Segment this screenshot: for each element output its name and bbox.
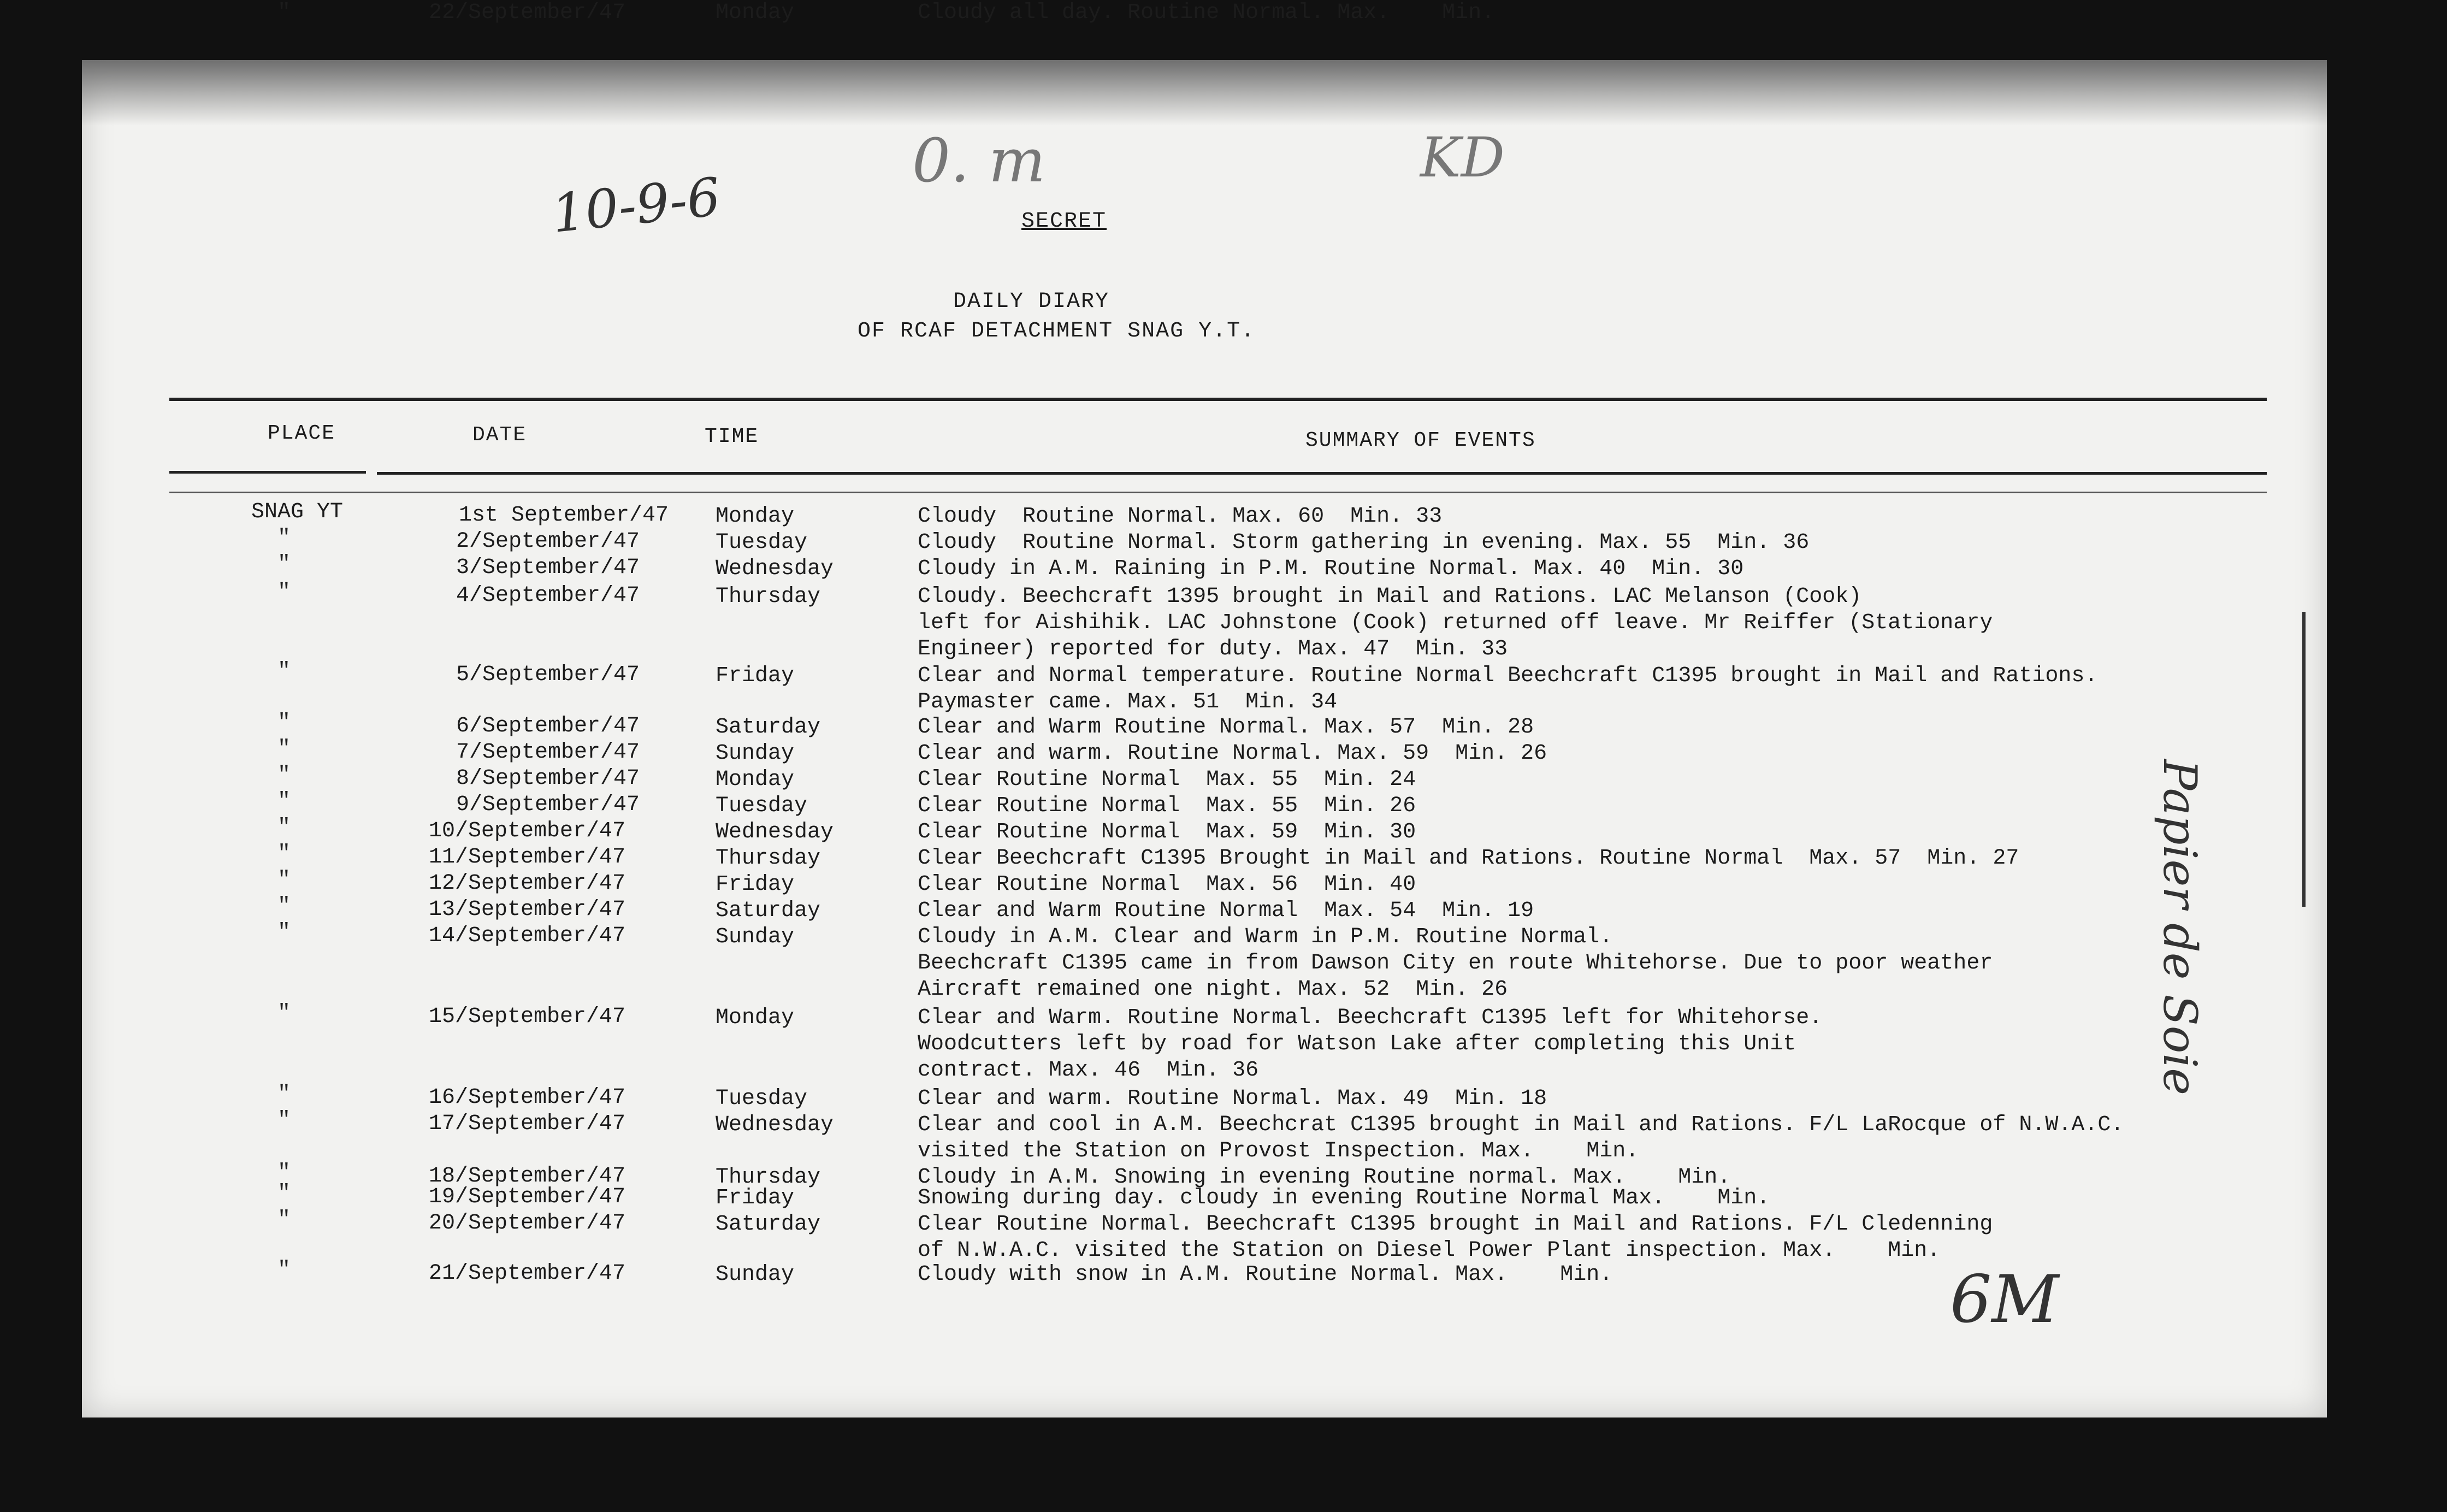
entry-place: " <box>277 526 291 551</box>
entry-summary-line: left for Aishihik. LAC Johnstone (Cook) returned off leave. Mr Reiffer (Stationary <box>918 611 1993 635</box>
entry-day: Tuesday <box>716 1086 808 1111</box>
entry-summary-line: Woodcutters left by road for Watson Lake after completing this Unit <box>918 1032 1796 1056</box>
entry-summary-line: Clear and Warm Routine Normal. Max. 57 Min. 28 <box>918 715 1534 740</box>
entry-date: 20/September/47 <box>429 1211 626 1236</box>
entry-day: Monday <box>716 1 795 25</box>
entry-date: 4/September/47 <box>456 583 640 608</box>
handwritten-date-note: 10-9-6 <box>548 166 724 245</box>
column-header-summary: SUMMARY OF EVENTS <box>1305 429 1536 452</box>
entry-day: Monday <box>716 504 795 529</box>
entry-summary-line: Cloudy Routine Normal. Max. 60 Min. 33 <box>918 504 1443 529</box>
entry-day: Friday <box>716 664 795 688</box>
entry-summary-line: Cloudy. Beechcraft 1395 brought in Mail and Rations. LAC Melanson (Cook) <box>918 584 1862 609</box>
entry-date: 10/September/47 <box>429 819 626 843</box>
entry-summary-line: Clear and warm. Routine Normal. Max. 49 Min. 18 <box>918 1086 1547 1111</box>
page-edge-shadow <box>82 60 2327 126</box>
entry-date: 6/September/47 <box>456 714 640 739</box>
entry-place: " <box>277 1108 291 1133</box>
entry-summary-line: Clear and warm. Routine Normal. Max. 59 Min. 26 <box>918 741 1547 766</box>
entry-summary-line: Beechcraft C1395 came in from Dawson City en route Whitehorse. Due to poor weather <box>918 951 1993 976</box>
entry-place: " <box>277 816 291 840</box>
entry-date: 14/September/47 <box>429 924 626 948</box>
entry-day: Sunday <box>716 741 795 766</box>
entry-date: 5/September/47 <box>456 663 640 687</box>
entry-place: " <box>277 1161 291 1185</box>
entry-date: 13/September/47 <box>429 897 626 922</box>
table-header-rule-lower <box>169 492 2267 493</box>
entry-place: " <box>277 868 291 893</box>
entry-date: 19/September/47 <box>429 1185 626 1209</box>
entry-day: Sunday <box>716 1262 795 1287</box>
entry-place: SNAG YT <box>251 500 344 524</box>
handwritten-initials: 6M <box>1950 1262 2059 1338</box>
entry-place: " <box>277 552 291 577</box>
entry-summary-line: Clear Routine Normal Max. 56 Min. 40 <box>918 872 1416 897</box>
entry-day: Wednesday <box>716 820 834 844</box>
entry-date: 22/September/47 <box>429 1 626 25</box>
entry-date: 17/September/47 <box>429 1112 626 1136</box>
entry-date: 8/September/47 <box>456 766 640 791</box>
entry-summary-line: Clear and cool in A.M. Beechcrat C1395 brought in Mail and Rations. F/L LaRocque of N.W.A.C. <box>918 1113 2124 1137</box>
entry-date: 12/September/47 <box>429 871 626 896</box>
entry-date: 9/September/47 <box>456 793 640 817</box>
entry-summary-line: Cloudy all day. Routine Normal. Max. Min. <box>918 1 1495 25</box>
entry-day: Saturday <box>716 715 821 740</box>
entry-place: " <box>277 894 291 919</box>
column-header-date: DATE <box>472 423 527 447</box>
entry-place: " <box>277 1082 291 1107</box>
entry-place: " <box>277 789 291 814</box>
table-top-rule <box>169 398 2267 401</box>
entry-day: Tuesday <box>716 794 808 818</box>
entry-summary-line: Clear and Normal temperature. Routine Normal Beechcraft C1395 brought in Mail and Rations. <box>918 664 2098 688</box>
entry-place: " <box>277 1182 291 1206</box>
entry-day: Wednesday <box>716 557 834 581</box>
entry-date: 18/September/47 <box>429 1164 626 1189</box>
entry-date: 1st September/47 <box>459 503 669 528</box>
entry-date: 15/September/47 <box>429 1005 626 1029</box>
document-title-line1: DAILY DIARY <box>953 290 1110 314</box>
entry-summary-line: Snowing during day. cloudy in evening Routine Normal Max. Min. <box>918 1186 1770 1210</box>
entry-day: Monday <box>716 767 795 792</box>
entry-summary-line: Clear and Warm. Routine Normal. Beechcraft C1395 left for Whitehorse. <box>918 1006 1823 1030</box>
entry-day: Thursday <box>716 1165 821 1190</box>
entry-summary-line: Clear and Warm Routine Normal Max. 54 Min. 19 <box>918 899 1534 923</box>
entry-place: " <box>277 920 291 945</box>
entry-summary-line: visited the Station on Provost Inspection. Max. Min. <box>918 1139 1639 1163</box>
entry-place: " <box>277 842 291 866</box>
entry-summary-line: Paymaster came. Max. 51 Min. 34 <box>918 690 1338 714</box>
entry-summary-line: Clear Beechcraft C1395 Brought in Mail and Rations. Routine Normal Max. 57 Min. 27 <box>918 846 2019 871</box>
entry-summary-line: Cloudy in A.M. Clear and Warm in P.M. Routine Normal. <box>918 925 1613 949</box>
entry-summary-line: Cloudy in A.M. Raining in P.M. Routine Normal. Max. 40 Min. 30 <box>918 557 1744 581</box>
entry-summary-line: Cloudy in A.M. Snowing in evening Routine normal. Max. Min. <box>918 1165 1731 1190</box>
entry-summary-line: Clear Routine Normal Max. 59 Min. 30 <box>918 820 1416 844</box>
entry-day: Saturday <box>716 1212 821 1237</box>
entry-summary-line: Clear Routine Normal Max. 55 Min. 26 <box>918 794 1416 818</box>
entry-date: 2/September/47 <box>456 529 640 554</box>
entry-day: Thursday <box>716 846 821 871</box>
entry-date: 11/September/47 <box>429 845 626 870</box>
entry-place: " <box>277 659 291 684</box>
table-header-rule-left <box>169 471 366 474</box>
entry-place: " <box>277 711 291 735</box>
handwritten-mark-kd: KD <box>1420 126 1505 190</box>
entry-day: Sunday <box>716 925 795 949</box>
entry-place: " <box>277 1 291 25</box>
entry-date: 21/September/47 <box>429 1261 626 1286</box>
classification-label: SECRET <box>1021 209 1107 234</box>
entry-place: " <box>277 763 291 788</box>
entry-summary-line: of N.W.A.C. visited the Station on Diesel Power Plant inspection. Max. Min. <box>918 1238 1941 1263</box>
entry-day: Wednesday <box>716 1113 834 1137</box>
entry-place: " <box>277 580 291 605</box>
document-title-line2: OF RCAF DETACHMENT SNAG Y.T. <box>858 319 1256 344</box>
entry-summary-line: Cloudy with snow in A.M. Routine Normal. Max. Min. <box>918 1262 1613 1287</box>
entry-place: " <box>277 1258 291 1283</box>
entry-summary-line: Clear Routine Normal Max. 55 Min. 24 <box>918 767 1416 792</box>
entry-place: " <box>277 737 291 761</box>
entry-day: Friday <box>716 872 795 897</box>
entry-summary-line: Clear Routine Normal. Beechcraft C1395 brought in Mail and Rations. F/L Cledenning <box>918 1212 1993 1237</box>
entry-day: Friday <box>716 1186 795 1210</box>
entry-summary-line: Engineer) reported for duty. Max. 47 Min. 33 <box>918 637 1508 662</box>
entry-day: Saturday <box>716 899 821 923</box>
table-header-rule-right <box>377 472 2267 475</box>
entry-date: 16/September/47 <box>429 1085 626 1110</box>
entry-day: Monday <box>716 1006 795 1030</box>
entry-date: 7/September/47 <box>456 740 640 765</box>
entry-place: " <box>277 1001 291 1026</box>
column-header-place: PLACE <box>268 422 336 445</box>
entry-summary-line: Cloudy Routine Normal. Storm gathering in evening. Max. 55 Min. 36 <box>918 530 1810 555</box>
entry-date: 3/September/47 <box>456 556 640 580</box>
entry-summary-line: Aircraft remained one night. Max. 52 Min. 26 <box>918 977 1508 1002</box>
handwritten-mark-top: 0. m <box>912 126 1046 196</box>
entry-summary-line: contract. Max. 46 Min. 36 <box>918 1058 1259 1083</box>
side-note-rule <box>2302 612 2306 907</box>
handwritten-side-note: Papier de Soie <box>2153 759 2207 1095</box>
column-header-time: TIME <box>705 425 759 448</box>
entry-day: Tuesday <box>716 530 808 555</box>
entry-place: " <box>277 1208 291 1232</box>
entry-day: Thursday <box>716 584 821 609</box>
